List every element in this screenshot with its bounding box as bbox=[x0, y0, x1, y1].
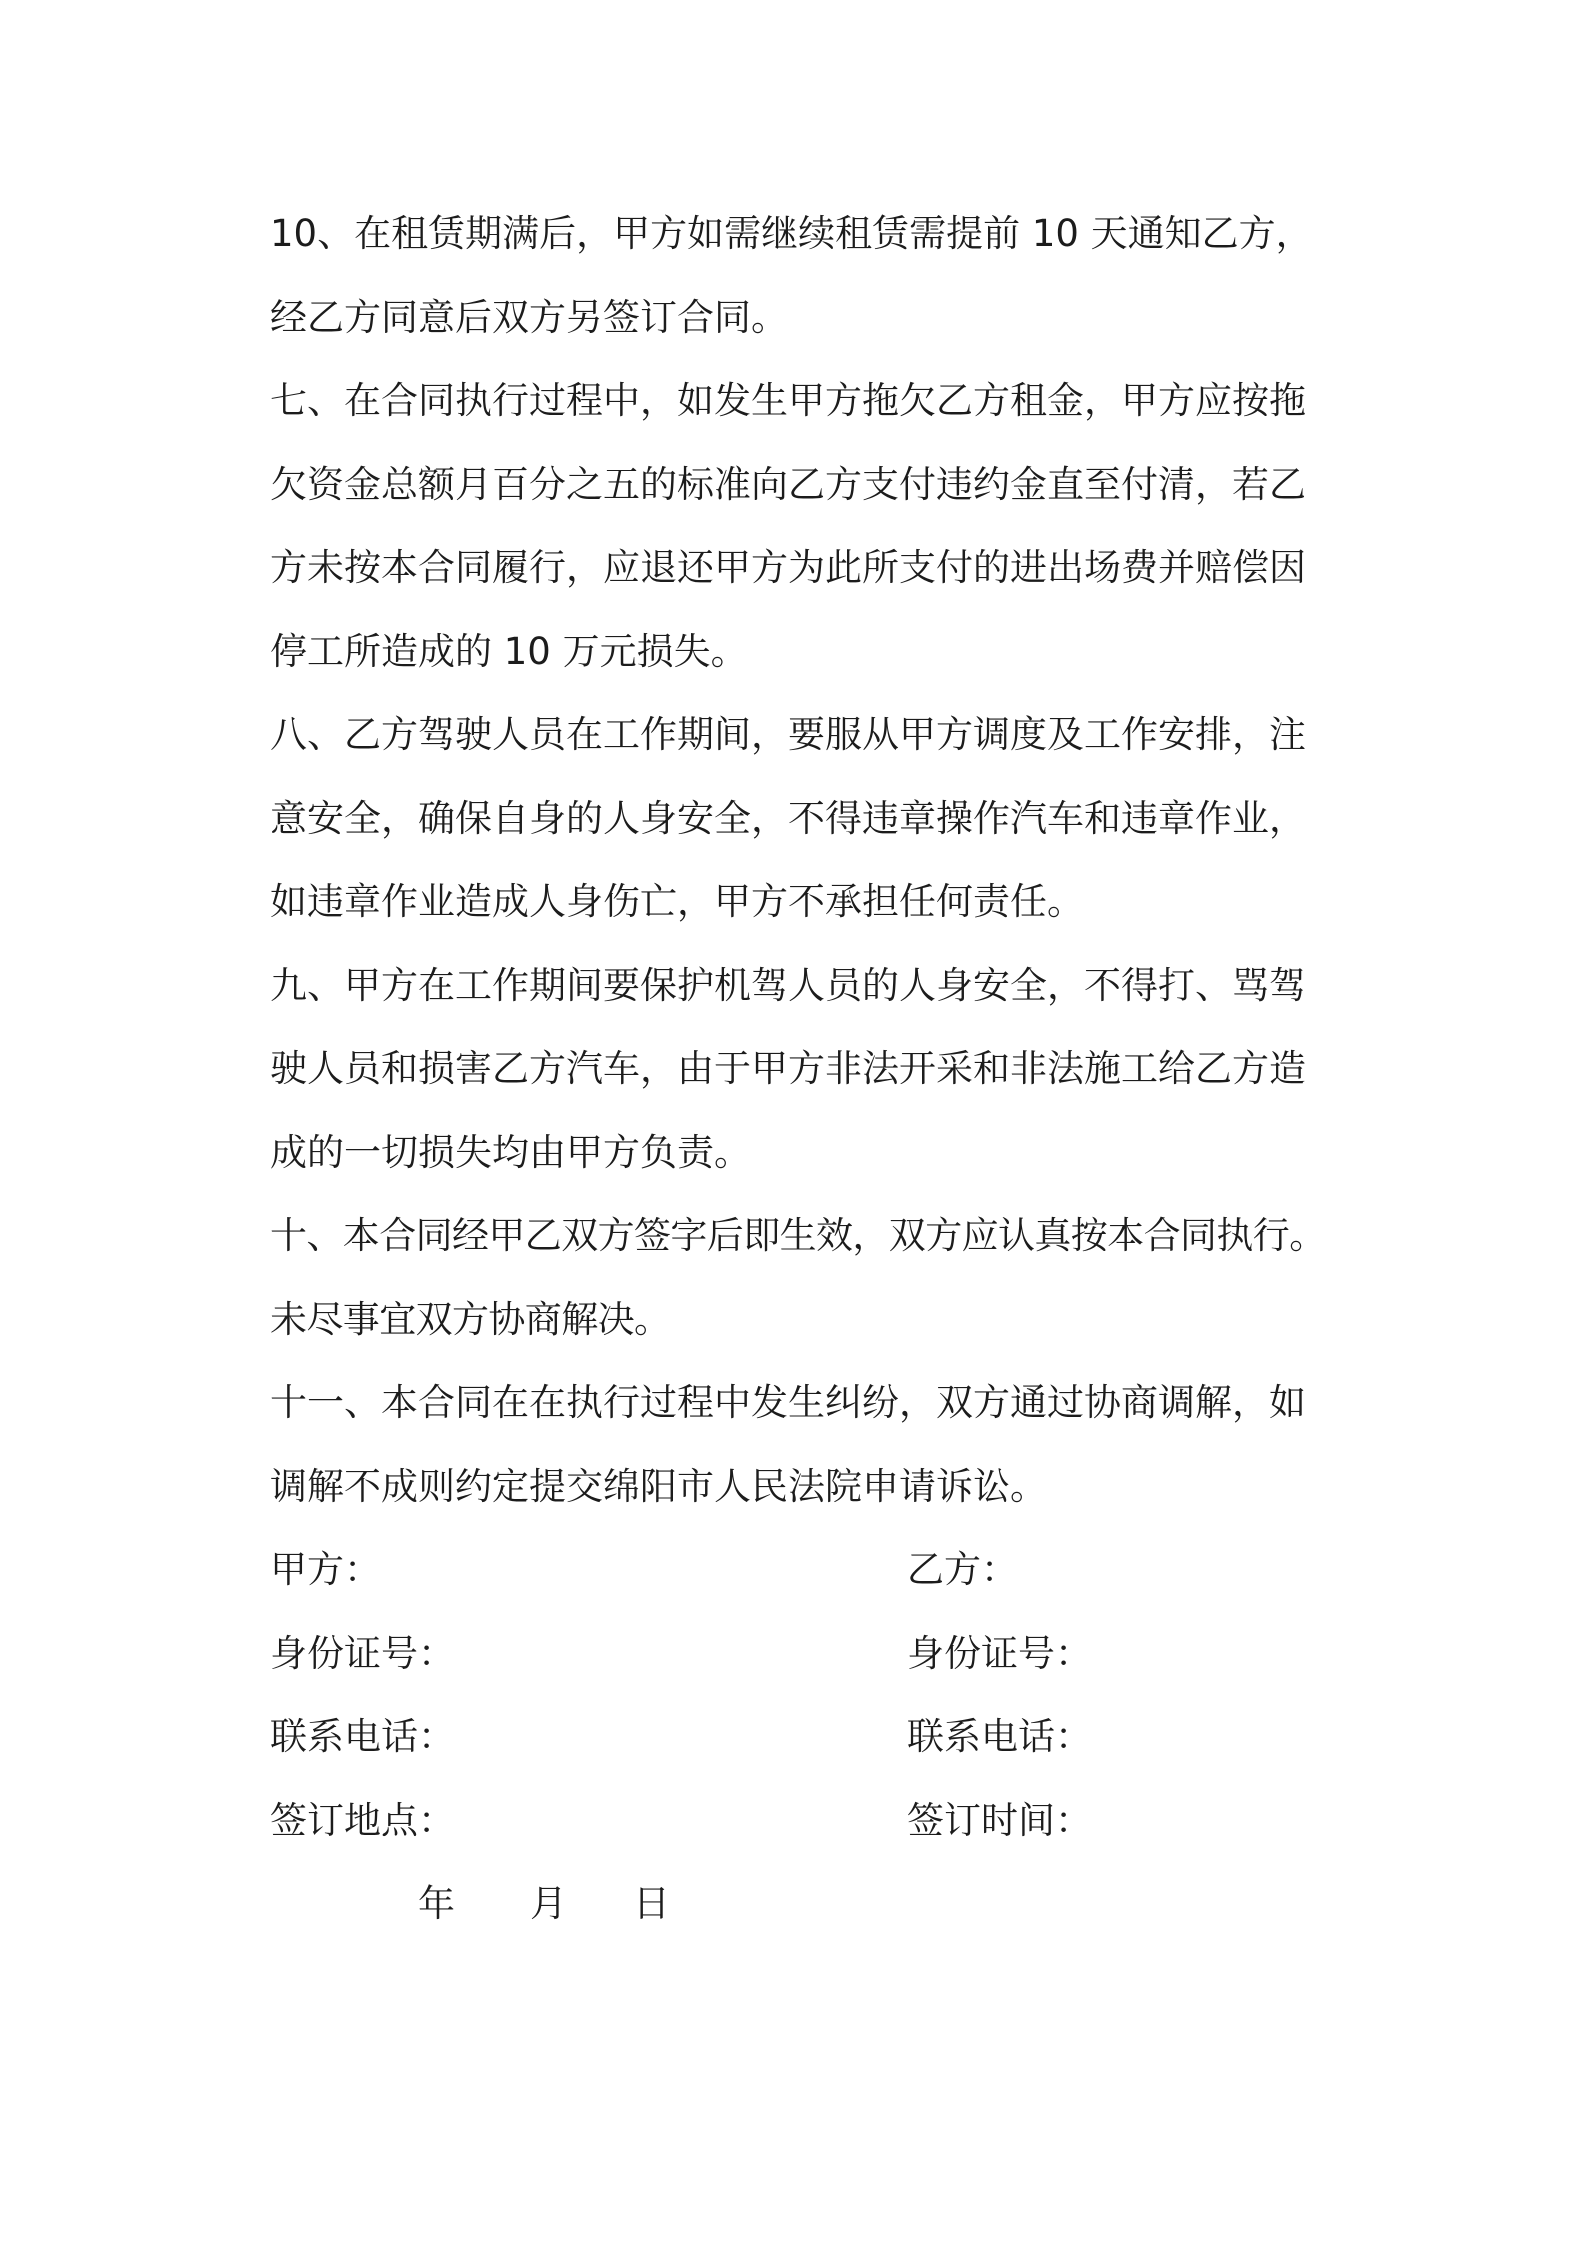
date-line bbox=[270, 1862, 1332, 1946]
party-b-label: 乙方： bbox=[907, 1548, 1018, 1591]
party-a-label: 甲方： bbox=[270, 1548, 381, 1591]
id-a-label: 身份证号： bbox=[270, 1631, 455, 1675]
time-label: 签订时间： bbox=[907, 1798, 1092, 1842]
id-b-label: 身份证号： bbox=[907, 1631, 1092, 1675]
date-year: 年 bbox=[418, 1882, 455, 1925]
contract-page bbox=[270, 192, 1332, 1946]
signature-row-id bbox=[270, 1612, 1332, 1696]
date-month: 月 bbox=[530, 1882, 567, 1925]
phone-b-label: 联系电话： bbox=[907, 1715, 1092, 1758]
clause-9: 九、甲方在工作期间要保护机驾人员的人身安全，不得打、骂驾驶人员和损害乙方汽车，由于甲方非法开采和非法施工给乙方造成的一切损失均由甲方负责。 bbox=[270, 963, 1306, 1174]
clause-10: 十、本合同经甲乙双方签字后即生效，双方应认真按本合同执行。未尽事宜双方协商解决。 bbox=[270, 1214, 1326, 1341]
place-label: 签订地点： bbox=[270, 1798, 455, 1842]
clause-8: 八、乙方驾驶人员在工作期间，要服从甲方调度及工作安排，注意安全，确保自身的人身安全，不得违章操作汽车和违章作业，如违章作业造成人身伤亡，甲方不承担任何责任。 bbox=[270, 713, 1306, 923]
signature-row-party bbox=[270, 1528, 1332, 1612]
date-day: 日 bbox=[633, 1882, 670, 1925]
clause-7: 七、在合同执行过程中，如发生甲方拖欠乙方租金，甲方应按拖欠资金总额月百分之五的标准向乙方支付违约金直至付清，若乙方未按本合同履行，应退还甲方为此所支付的进出场费并赔偿因停工所造成的 10 万元损失。 bbox=[270, 379, 1306, 673]
clause-11: 十一、本合同在在执行过程中发生纠纷，双方通过协商调解，如调解不成则约定提交绵阳市人民法院申请诉讼。 bbox=[270, 1381, 1306, 1508]
signature-row-place-time bbox=[270, 1779, 1332, 1863]
clause-10-sub: 10、在租赁期满后，甲方如需继续租赁需提前 10 天通知乙方，经乙方同意后双方另签订合同。 bbox=[270, 212, 1313, 339]
phone-a-label: 联系电话： bbox=[270, 1715, 455, 1758]
signature-row-phone bbox=[270, 1695, 1332, 1779]
